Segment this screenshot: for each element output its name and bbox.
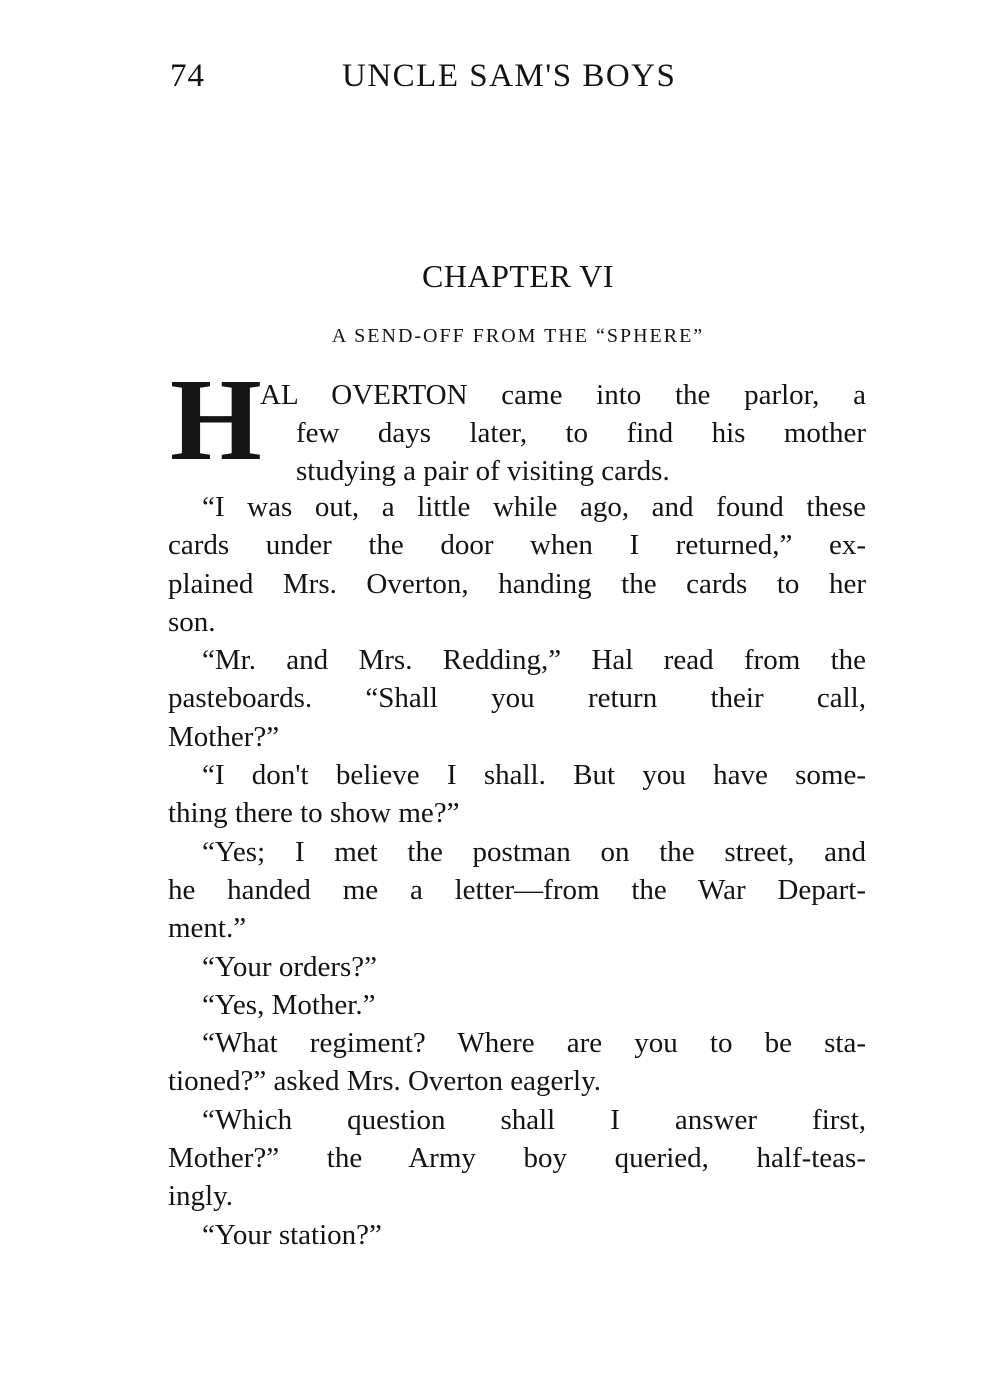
paragraph	[168, 1216, 866, 1254]
paragraph-line: cards under the door when I returned,” ex-	[168, 529, 866, 562]
paragraph	[168, 948, 866, 986]
paragraph-line: he handed me a letter—from the War Depart-	[168, 873, 866, 906]
paragraph	[168, 1024, 866, 1101]
book-title: UNCLE SAM'S BOYS	[342, 58, 677, 94]
paragraph-line: “Your station?”	[202, 1218, 382, 1251]
paragraph-line: “Your orders?”	[202, 950, 378, 983]
paragraph	[168, 756, 866, 833]
drop-cap: H	[170, 354, 262, 485]
paragraph-line: “Yes, Mother.”	[202, 988, 376, 1021]
paragraph-line: son.	[168, 605, 216, 638]
paragraph-line: “Which question shall I answer first,	[202, 1103, 866, 1136]
paragraph-line: ment.”	[168, 912, 247, 945]
paragraph-line: Mother?”	[168, 720, 280, 753]
chapter-subtitle	[0, 322, 1000, 348]
paragraph-line: studying a pair of visiting cards.	[296, 455, 670, 487]
paragraph	[168, 488, 866, 641]
paragraph	[168, 641, 866, 756]
paragraph	[168, 833, 866, 948]
paragraph-line: “I don't believe I shall. But you have some-	[202, 759, 866, 792]
paragraph-line: “Yes; I met the postman on the street, and	[202, 835, 866, 868]
running-head	[170, 58, 870, 106]
page-number: 74	[170, 58, 205, 94]
chapter-title: CHAPTER VI	[422, 258, 614, 294]
paragraph-line: Mother?” the Army boy queried, half-teas-	[168, 1142, 866, 1175]
opening-paragraph	[168, 354, 866, 488]
paragraph-line: ingly.	[168, 1180, 233, 1213]
body-text	[168, 354, 866, 1254]
paragraph-line: thing there to show me?”	[168, 797, 460, 830]
paragraph	[168, 986, 866, 1024]
paragraph-line: “I was out, a little while ago, and found these	[202, 491, 866, 523]
paragraph-line: “Mr. and Mrs. Redding,” Hal read from the	[202, 644, 866, 677]
paragraph-line: tioned?” asked Mrs. Overton eagerly.	[168, 1065, 601, 1098]
chapter-subtitle-text: A SEND-OFF FROM THE “SPHERE”	[331, 325, 705, 347]
paragraph-line: “What regiment? Where are you to be sta-	[202, 1027, 866, 1060]
paragraph-line: plained Mrs. Overton, handing the cards to her	[168, 567, 866, 600]
paragraph	[168, 1101, 866, 1216]
paragraph-line: few days later, to find his mother	[296, 417, 866, 449]
paragraph-line: pasteboards. “Shall you return their call,	[168, 682, 866, 715]
paragraph-line: AL OVERTON came into the parlor, a	[260, 379, 866, 411]
